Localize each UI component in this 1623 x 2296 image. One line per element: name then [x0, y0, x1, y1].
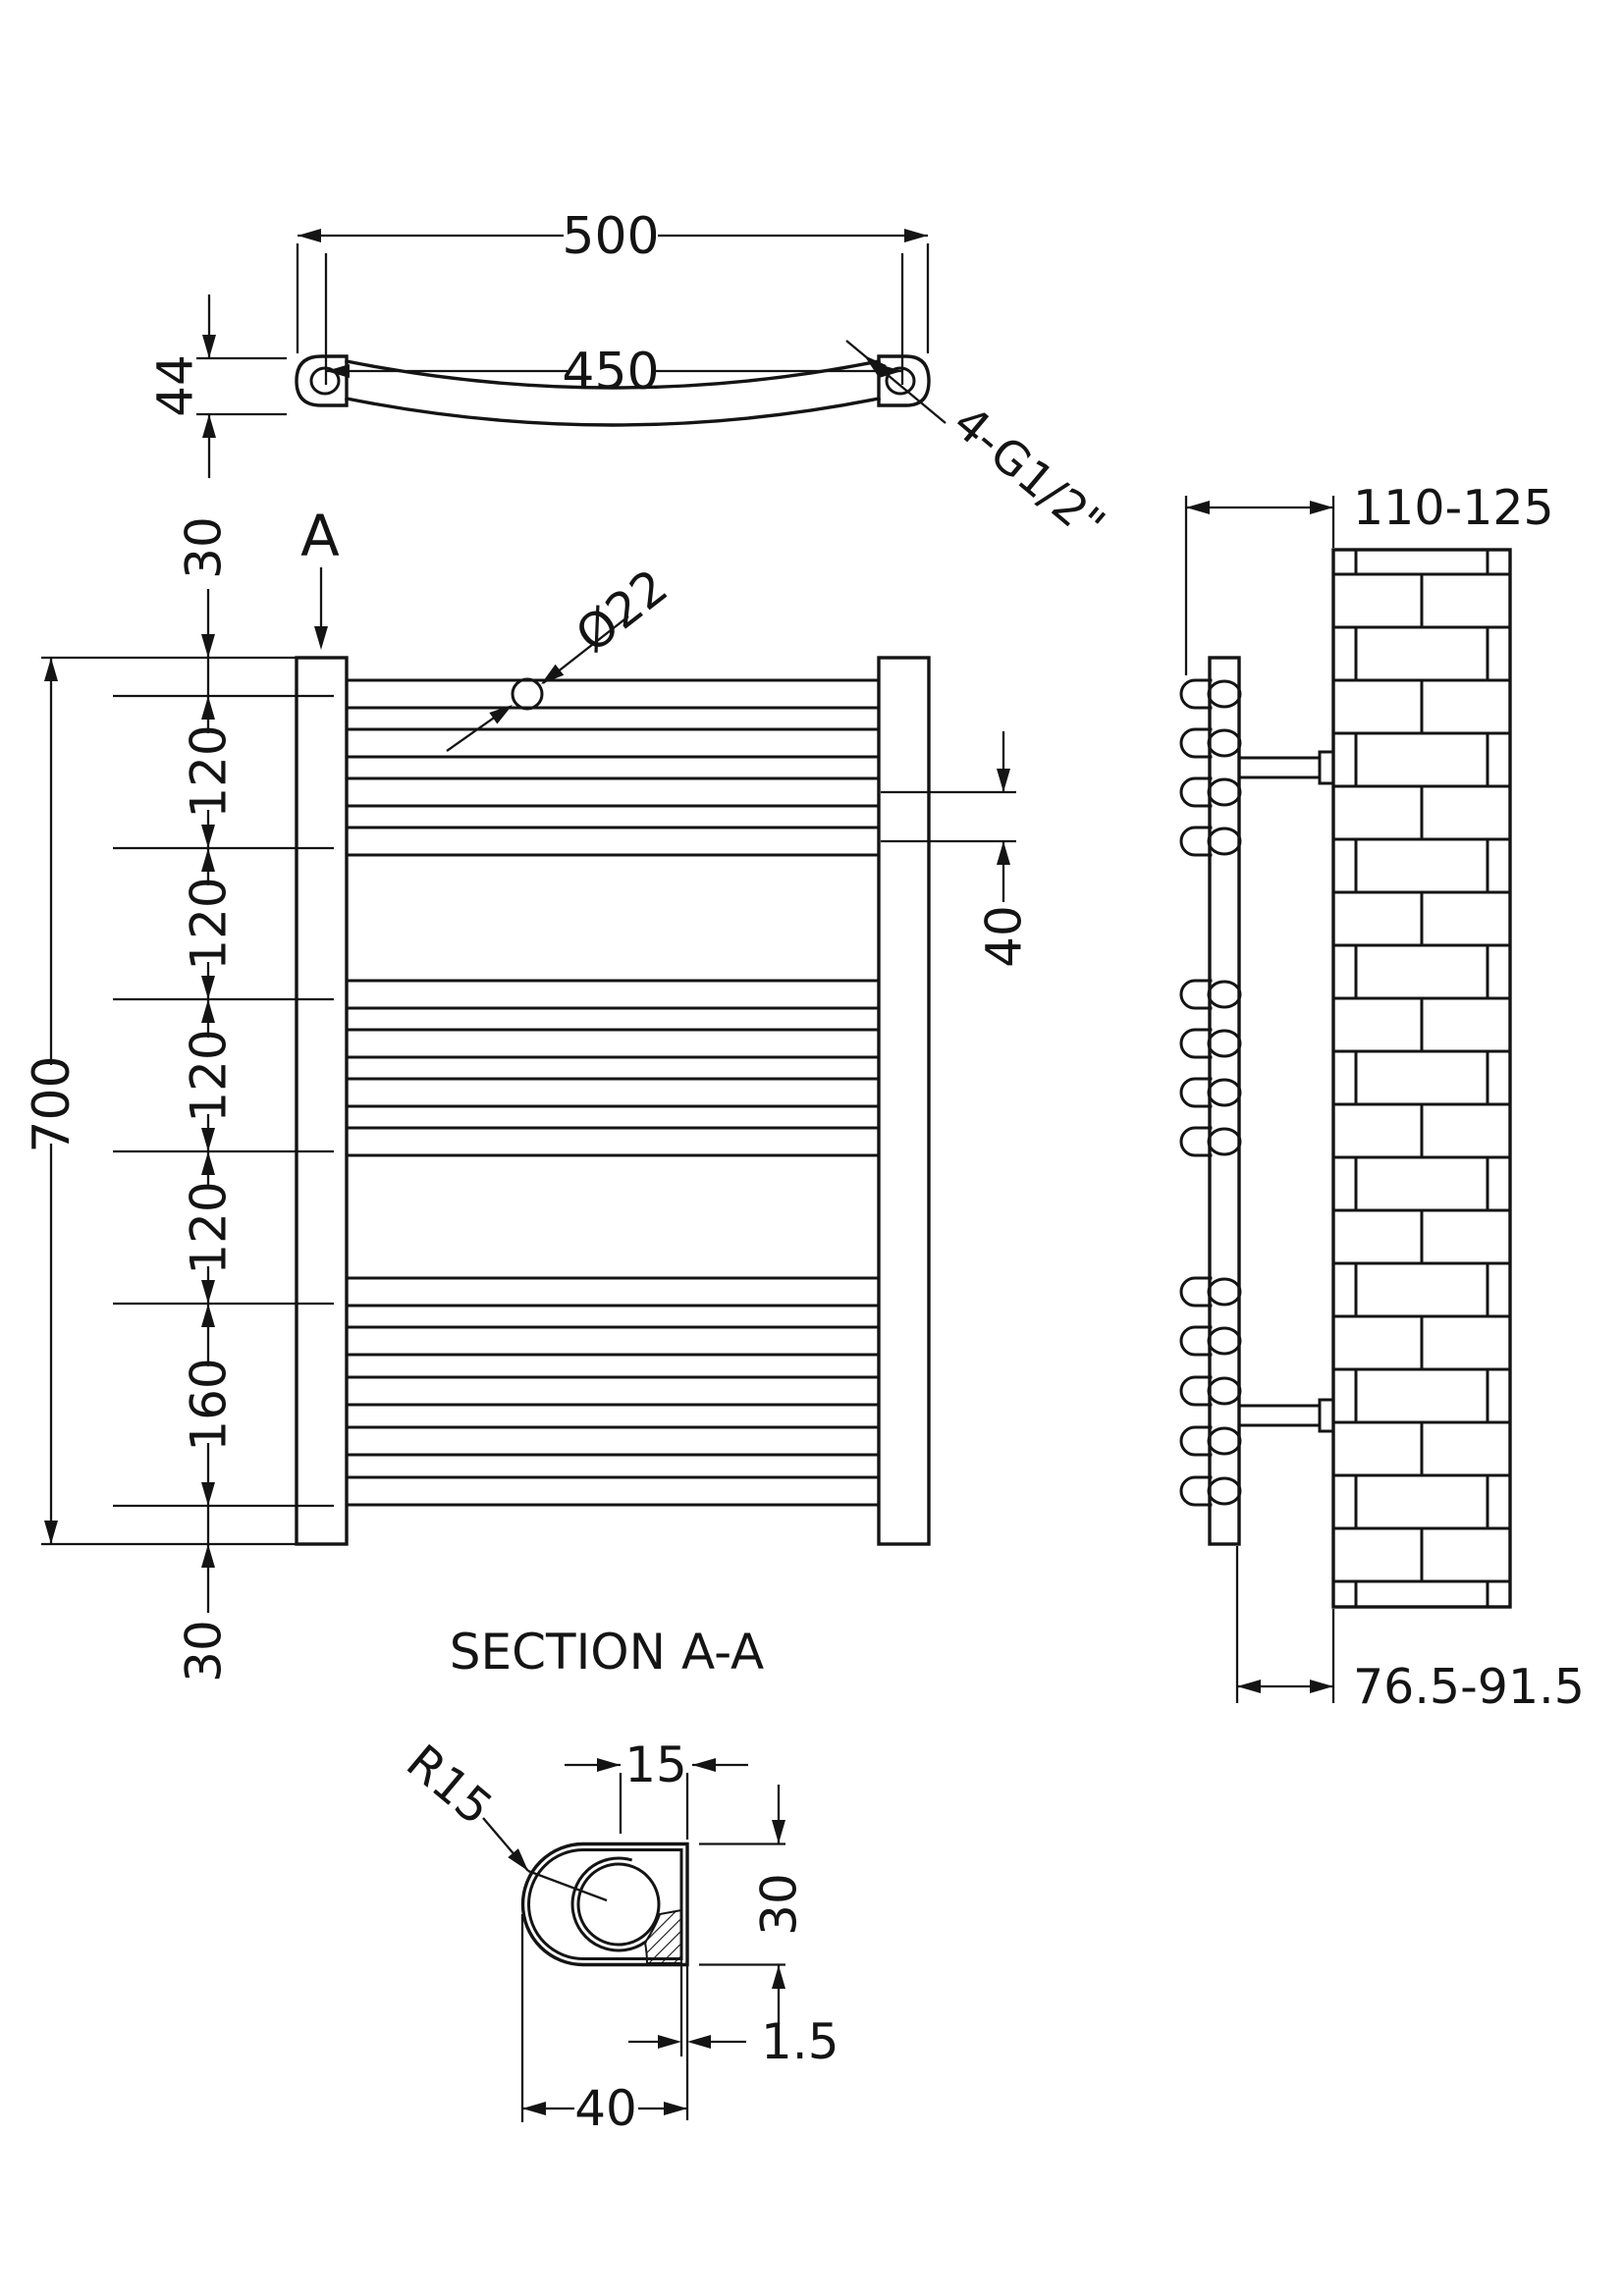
side-view [1181, 480, 1585, 1715]
dim-label-wall-thickness: 1.5 [761, 2013, 839, 2070]
side-tube-end [1181, 1278, 1211, 1306]
arrowhead [201, 1151, 215, 1175]
side-tube-end [1181, 981, 1211, 1008]
arrowhead [1237, 1680, 1261, 1693]
dim-label-profile-height: 30 [750, 1873, 808, 1936]
arrowhead [664, 2102, 687, 2115]
dim-label-bottom-margin: 30 [175, 1620, 233, 1682]
front-right-rail [879, 658, 929, 1544]
top-view-bar-bottom-edge [347, 399, 879, 425]
section-view [396, 1624, 839, 2137]
wall-brick-pattern [1333, 550, 1510, 1607]
section-title: SECTION A-A [449, 1624, 765, 1681]
arrowhead [201, 848, 215, 872]
dim-label-rail-to-wall: 76.5-91.5 [1353, 1659, 1585, 1715]
side-tube-end [1181, 729, 1211, 757]
arrowhead [44, 658, 58, 681]
arrowhead [201, 1482, 215, 1506]
dim-label-bracket-depth: 44 [146, 354, 204, 417]
arrowhead [692, 1758, 716, 1772]
section-marker-a: A [300, 503, 340, 569]
thread-label: 4-G1/2" [943, 396, 1115, 553]
dimension-arrowheads [44, 229, 1333, 2115]
arrowhead [997, 841, 1010, 865]
arrowhead [201, 1304, 215, 1327]
arrowhead [201, 1280, 215, 1304]
front-left-rail [297, 658, 347, 1544]
side-tube-end [1181, 778, 1211, 806]
arrowhead [772, 1820, 785, 1843]
arrowhead [202, 414, 216, 438]
top-bracket-plate [1320, 752, 1333, 783]
side-tube-joints [1209, 681, 1240, 1504]
dim-label-pitch-5: 160 [180, 1358, 238, 1452]
arrowhead [201, 825, 215, 848]
dim-label-hole-centers: 450 [562, 343, 660, 401]
arrowhead [201, 634, 215, 658]
arrowhead [202, 335, 216, 358]
arrowhead [201, 1544, 215, 1568]
thread-leader-line [846, 341, 946, 423]
side-tube-joint [1209, 1031, 1240, 1056]
arrowhead [522, 2102, 546, 2115]
side-tube-joint [1209, 1328, 1240, 1354]
dim-label-pitch-2: 120 [180, 877, 238, 971]
side-tube-joint [1209, 1129, 1240, 1154]
arrowhead [1186, 501, 1210, 514]
side-tube-end [1181, 1377, 1211, 1405]
arrowhead [772, 1965, 785, 1989]
side-tube-end [1181, 1128, 1211, 1155]
dim-label-pitch-3: 120 [180, 1029, 238, 1123]
tube-diameter-label: Ø22 [566, 558, 678, 665]
arrowhead [201, 696, 215, 720]
dim-label-overall-width: 500 [562, 207, 660, 266]
dim-label-pitch-1: 120 [180, 724, 238, 819]
front-view [23, 503, 1032, 1682]
side-tube-end [1181, 1477, 1211, 1505]
side-tube-joint [1209, 982, 1240, 1007]
section-tube-bore [578, 1864, 659, 1945]
side-tube-end [1181, 1030, 1211, 1057]
section-tube-outer [572, 1858, 645, 1950]
radius-label: R15 [396, 1734, 503, 1837]
side-tube-joint [1209, 1478, 1240, 1504]
front-tubes [347, 680, 879, 1505]
side-tube-end [1181, 1427, 1211, 1455]
side-tube-ends [1181, 680, 1211, 1505]
side-tube-joint [1209, 828, 1240, 854]
side-tube-joint [1209, 779, 1240, 805]
arrowhead [314, 626, 328, 650]
dim-label-overall-height: 700 [23, 1055, 82, 1153]
arrowhead [298, 229, 321, 242]
dim-label-center-to-face: 15 [624, 1736, 687, 1793]
side-tube-joint [1209, 1428, 1240, 1454]
bottom-bracket-plate [1320, 1400, 1333, 1431]
dim-label-tube-pitch: 40 [975, 905, 1033, 968]
dim-label-top-margin: 30 [175, 516, 233, 579]
arrowhead [658, 2035, 681, 2049]
section-weld-hatch [645, 1910, 681, 1963]
arrowhead [201, 1128, 215, 1151]
arrowhead [597, 1758, 621, 1772]
side-tube-joint [1209, 1080, 1240, 1105]
side-tube-end [1181, 1327, 1211, 1355]
arrowhead [687, 2035, 711, 2049]
dim-label-front-to-wall: 110-125 [1353, 480, 1554, 536]
top-view [147, 207, 1115, 552]
arrowhead [1310, 501, 1333, 514]
tube-diameter-circle [513, 679, 542, 709]
side-tube-end [1181, 680, 1211, 708]
side-tube-end [1181, 828, 1211, 855]
arrowhead [1310, 1680, 1333, 1693]
side-tube-joint [1209, 730, 1240, 756]
dim-label-profile-width: 40 [574, 2080, 637, 2137]
arrowhead [997, 769, 1010, 792]
arrowhead [44, 1521, 58, 1544]
arrowhead [904, 229, 928, 242]
dim-label-pitch-4: 120 [180, 1181, 238, 1275]
arrowhead [201, 999, 215, 1023]
side-tube-joint [1209, 1279, 1240, 1305]
radius-leader-b [528, 1871, 607, 1900]
side-tube-joint [1209, 1378, 1240, 1404]
arrowhead [201, 976, 215, 999]
side-tube-end [1181, 1079, 1211, 1106]
side-tube-joint [1209, 681, 1240, 707]
